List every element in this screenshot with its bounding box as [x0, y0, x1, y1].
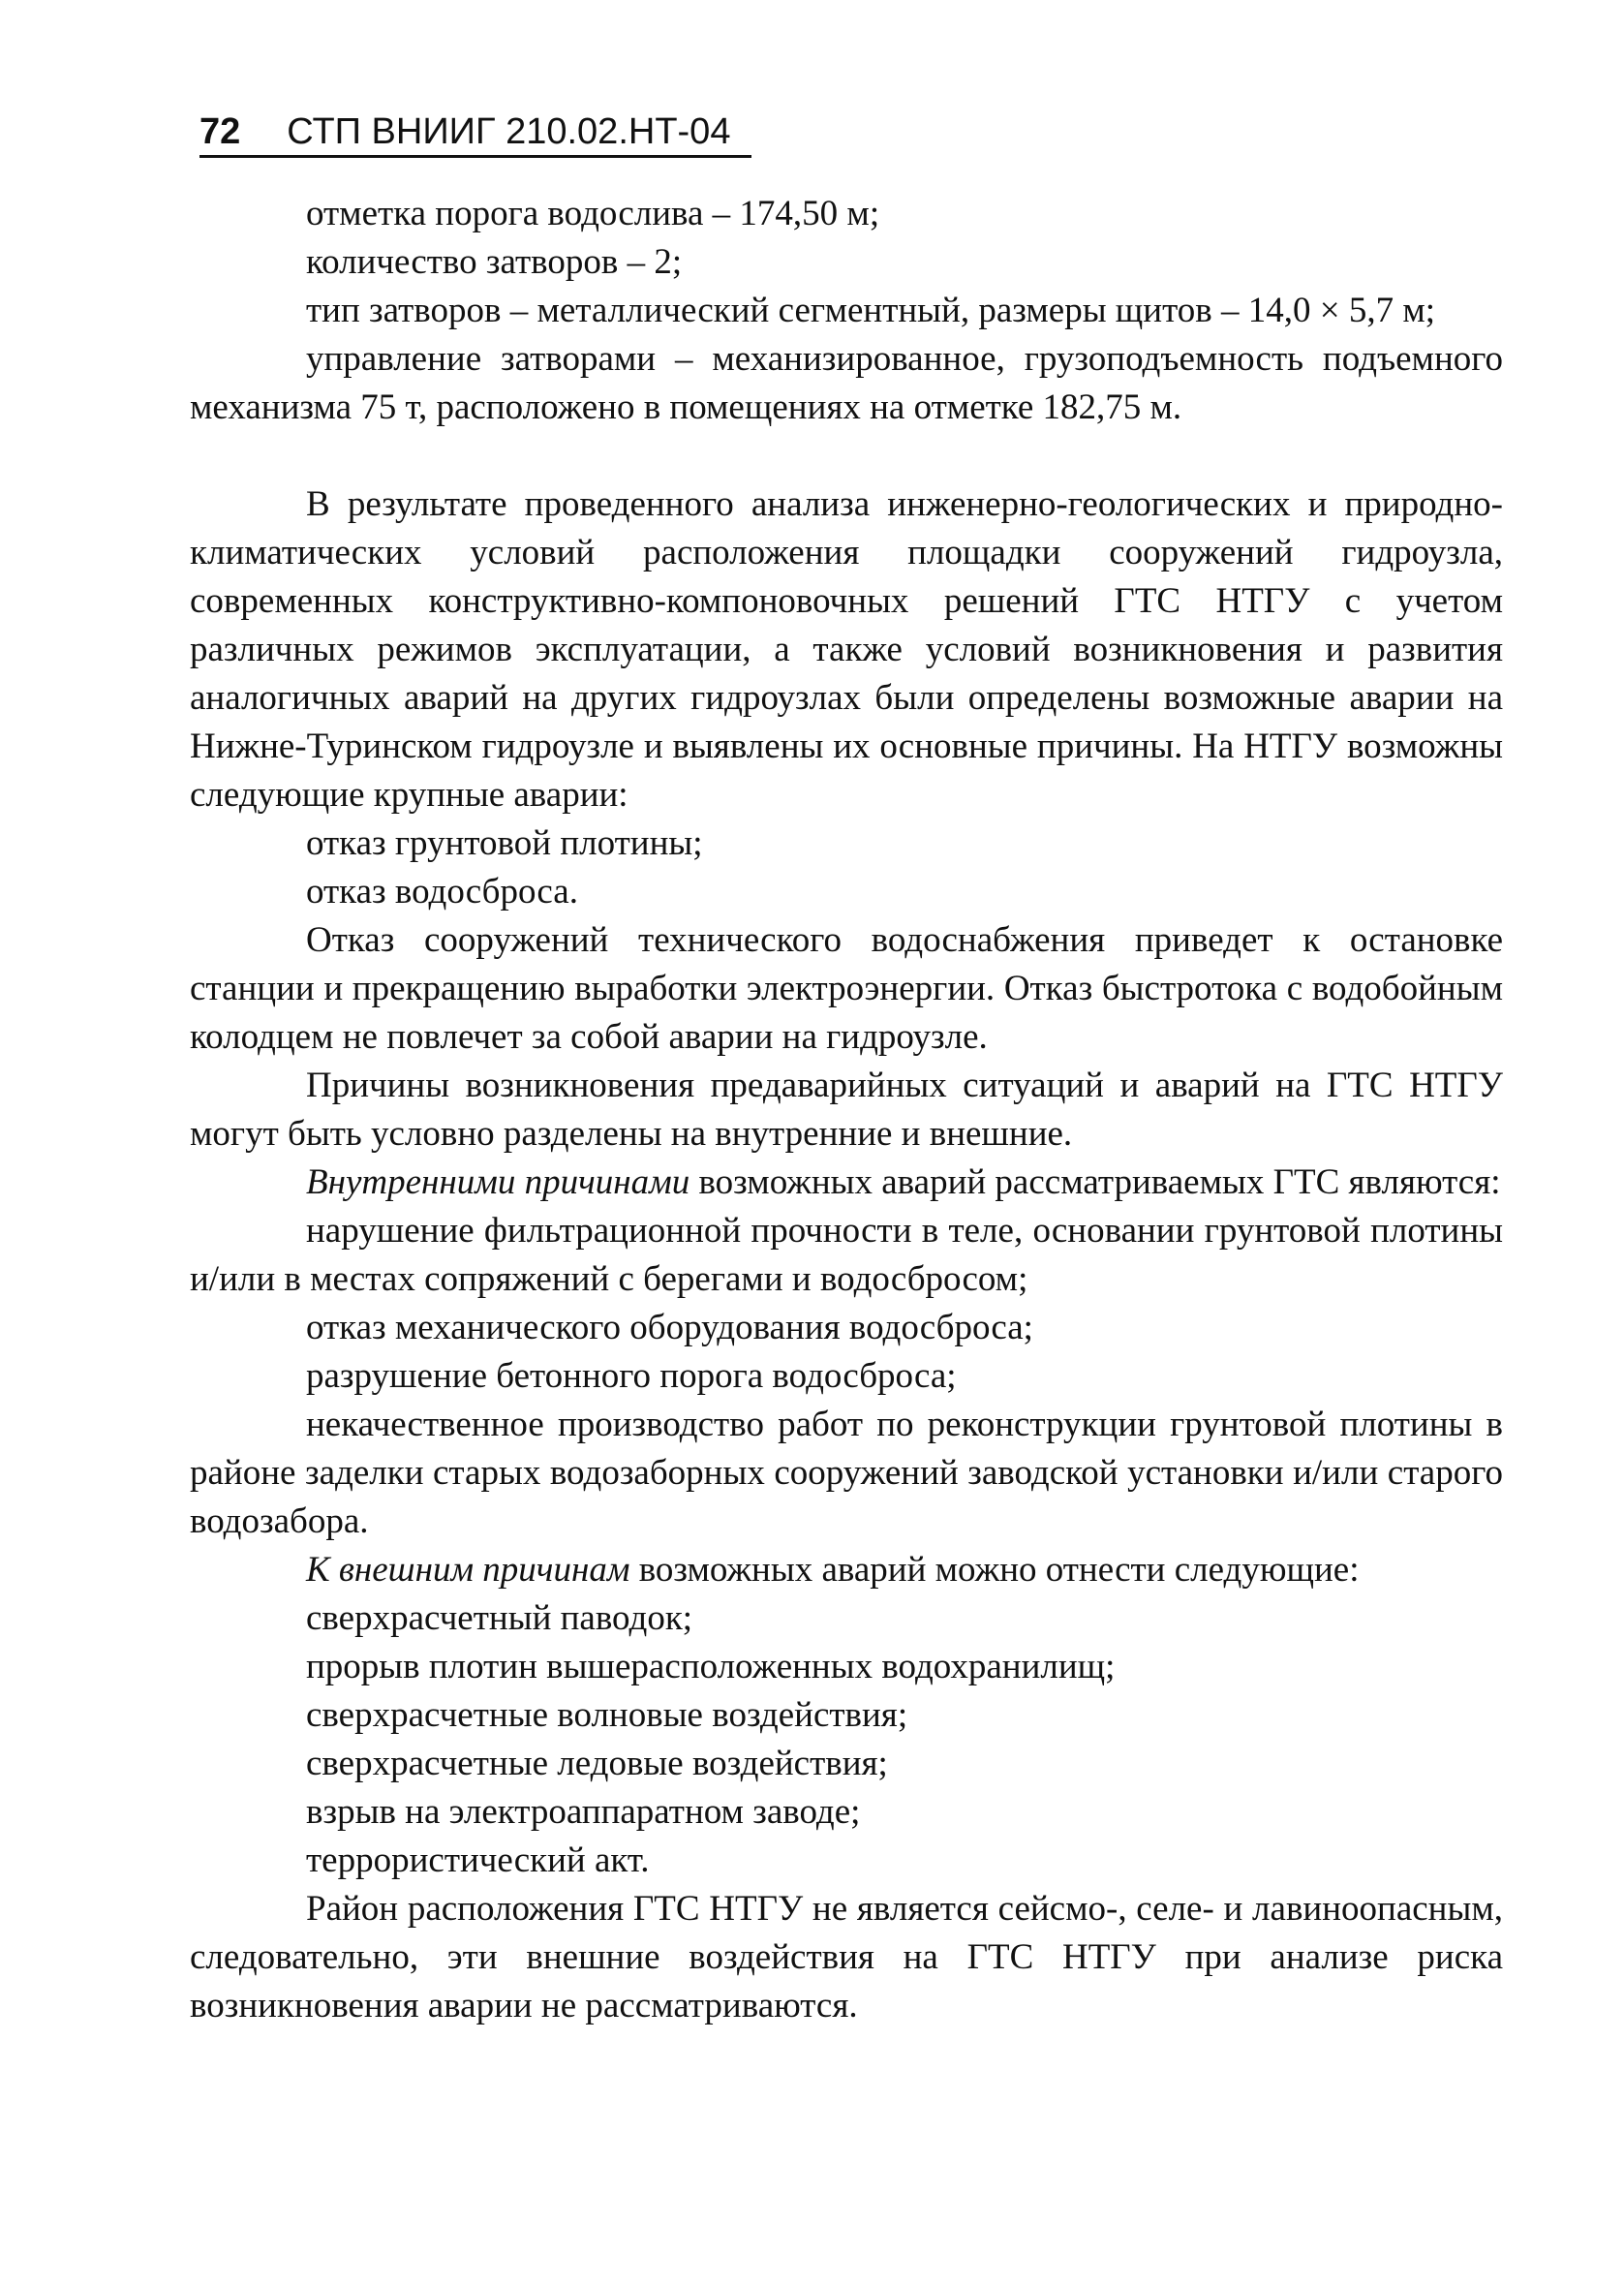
internal-causes-lead: Внутренними причинами: [306, 1162, 690, 1202]
paragraph-internal-causes: [190, 1159, 1503, 1207]
spec-line-gate-control: управление затворами – механизированное, грузоподъемность подъемного механизма 75 т, расположено в помещениях на отметке 182,75 м.: [190, 339, 1503, 427]
external-causes-rest: возможных аварий можно отнести следующие:: [629, 1550, 1360, 1590]
paragraph-seismic-hazard: Район расположения ГТС НТГУ не является сейсмо-, селе- и лавиноопасным, следовательно, эти внешние воздействия на ГТС НТГУ при анализе риска возникновения аварии не рассматриваются.: [190, 1889, 1503, 2025]
running-header: [199, 108, 751, 158]
list-item-internal-cause: отказ механического оборудования водосброса;: [306, 1308, 1033, 1347]
internal-causes-rest: возможных аварий рассматриваемых ГТС являются:: [689, 1162, 1501, 1202]
spec-line-gate-count: количество затворов – 2;: [306, 242, 683, 282]
list-item-external-cause: сверхрасчетный паводок;: [306, 1598, 693, 1638]
paragraph-causes: Причины возникновения предаварийных ситуаций и аварий на ГТС НТГУ могут быть условно разделены на внутренние и внешние.: [190, 1066, 1503, 1154]
list-item-internal-cause: нарушение фильтрационной прочности в теле, основании грунтовой плотины и/или в местах сопряжений с берегами и водосбросом;: [190, 1211, 1503, 1299]
list-item-internal-cause: некачественное производство работ по реконструкции грунтовой плотины в районе заделки старых водозаборных сооружений заводской установки и/или старого водозабора.: [190, 1405, 1503, 1541]
document-code: СТП ВНИИГ 210.02.НТ-04: [287, 111, 731, 152]
body-text: [190, 190, 1503, 2030]
list-item-external-cause: сверхрасчетные ледовые воздействия;: [306, 1744, 888, 1783]
spec-line-sill-elevation: отметка порога водослива – 174,50 м;: [306, 194, 880, 233]
list-item-external-cause: прорыв плотин вышерасположенных водохранилищ;: [306, 1647, 1116, 1686]
list-item-accident: отказ водосброса.: [306, 872, 578, 912]
paragraph-failure-consequences: Отказ сооружений технического водоснабжения приведет к остановке станции и прекращению выработки электроэнергии. Отказ быстротока с водобойным колодцем не повлечет за собой аварии на гидроузле.: [190, 920, 1503, 1057]
spec-line-gate-type: тип затворов – металлический сегментный, размеры щитов – 14,0 × 5,7 м;: [306, 291, 1436, 330]
list-item-external-cause: террористический акт.: [306, 1840, 650, 1880]
list-item-external-cause: взрыв на электроаппаратном заводе;: [306, 1792, 861, 1832]
list-item-external-cause: сверхрасчетные волновые воздействия;: [306, 1695, 908, 1735]
paragraph-analysis: В результате проведенного анализа инженерно-геологических и природно-климатических условий расположения площадки сооружений гидроузла, современных конструктивно-компоновочных решений ГТС НТГУ с учетом различных режимов эксплуатации, а также условий возникновения и развития аналогичных аварий на других гидроузлах были определены возможные аварии на Нижне-Туринском гидроузле и выявлены их основные причины. На НТГУ возможны следующие крупные аварии:: [190, 484, 1503, 815]
paragraph-external-causes: [190, 1546, 1503, 1594]
external-causes-lead: К внешним причинам: [306, 1550, 630, 1590]
list-item-internal-cause: разрушение бетонного порога водосброса;: [306, 1356, 957, 1396]
paragraph-spacer: [190, 432, 1503, 480]
list-item-accident: отказ грунтовой плотины;: [306, 823, 703, 863]
page-number: 72: [199, 111, 241, 152]
